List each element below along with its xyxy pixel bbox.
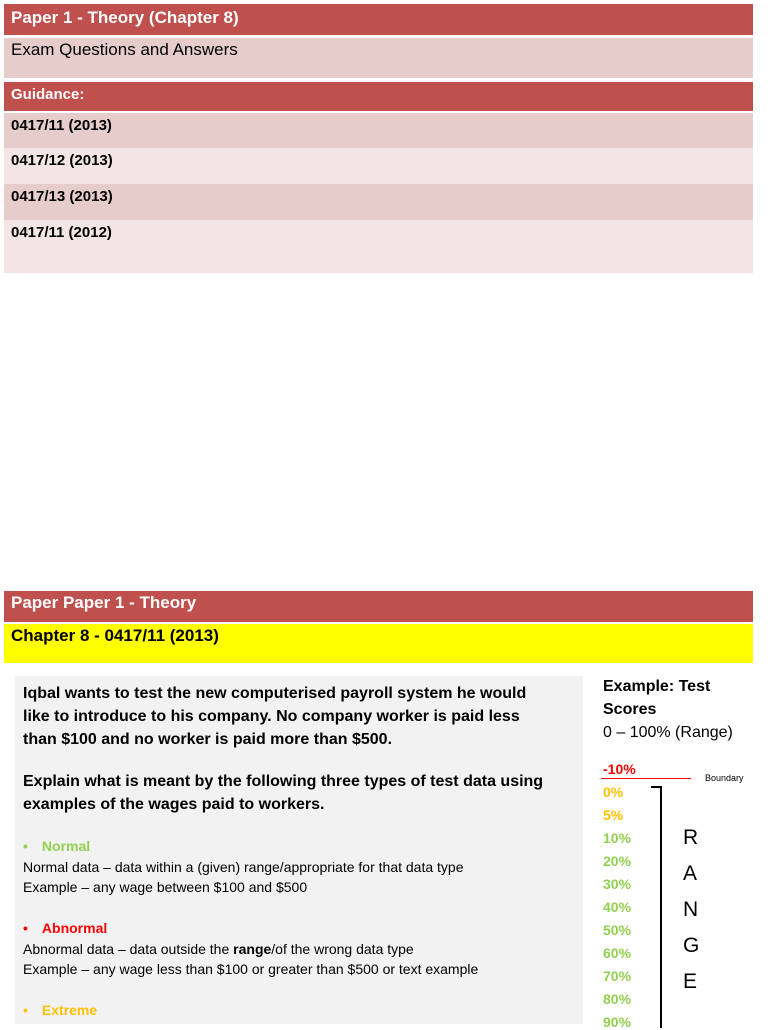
abnormal-definition — [23, 941, 414, 957]
guidance-header: Guidance: — [4, 82, 753, 111]
value-10: 10% — [603, 830, 632, 846]
extreme-label: Extreme — [41, 1002, 98, 1018]
range-bracket — [651, 786, 662, 1028]
value-80: 80% — [603, 991, 632, 1007]
abnormal-def-bold: range — [233, 941, 272, 957]
value-50: 50% — [603, 922, 632, 938]
value-70: 70% — [603, 968, 632, 984]
question-line-1: Iqbal wants to test the new computerised payroll system he would — [23, 685, 527, 702]
value-neg10: -10% — [603, 761, 636, 777]
question-line-2: like to introduce to his company. No company worker is paid less — [23, 708, 520, 725]
example-title-1: Example: Test — [603, 678, 711, 695]
value-30: 30% — [603, 876, 632, 892]
abnormal-label: Abnormal — [41, 920, 108, 936]
exam-row-4: 0417/11 (2012) — [4, 220, 753, 273]
exam-row-1: 0417/11 (2013) — [4, 113, 753, 148]
boundary-label: Boundary — [705, 773, 744, 783]
range-letter-r: R — [683, 826, 699, 849]
bullet-dot: • — [23, 920, 28, 936]
example-title-2: Scores — [603, 701, 657, 718]
abnormal-heading — [23, 920, 107, 936]
question-line-5: examples of the wages paid to workers. — [23, 796, 325, 813]
boundary-line — [601, 778, 691, 779]
normal-heading — [23, 838, 90, 854]
exam-row-2: 0417/12 (2013) — [4, 148, 753, 184]
exam-row-3: 0417/13 (2013) — [4, 184, 753, 220]
value-60: 60% — [603, 945, 632, 961]
abnormal-def-part2: /of the wrong data type — [271, 941, 414, 957]
value-40: 40% — [603, 899, 632, 915]
value-90: 90% — [603, 1014, 632, 1030]
normal-example: Example – any wage between $100 and $500 — [23, 879, 308, 895]
chapter-banner: Chapter 8 - 0417/11 (2013) — [4, 624, 753, 663]
slide1-title-bar: Paper 1 - Theory (Chapter 8) — [4, 4, 753, 35]
range-letter-g: G — [683, 934, 700, 957]
value-20: 20% — [603, 853, 632, 869]
slide2-title-bar: Paper Paper 1 - Theory — [4, 591, 753, 622]
bullet-dot: • — [23, 1002, 28, 1018]
range-letter-n: N — [683, 898, 699, 921]
range-letter-a: A — [683, 862, 698, 885]
question-line-3: than $100 and no worker is paid more than $500. — [23, 731, 393, 748]
slide1-subtitle-row: Exam Questions and Answers — [4, 38, 753, 78]
value-5: 5% — [603, 807, 624, 823]
normal-definition: Normal data – data within a (given) range/appropriate for that data type — [23, 859, 464, 875]
range-letter-e: E — [683, 970, 698, 993]
example-range-text: 0 – 100% (Range) — [603, 724, 733, 741]
question-line-4: Explain what is meant by the following three types of test data using — [23, 773, 544, 790]
abnormal-example: Example – any wage less than $100 or greater than $500 or text example — [23, 961, 479, 977]
abnormal-def-part1: Abnormal data – data outside the — [23, 941, 234, 957]
extreme-heading — [23, 1002, 97, 1018]
bullet-dot: • — [23, 838, 28, 854]
value-0: 0% — [603, 784, 624, 800]
normal-label: Normal — [41, 838, 91, 854]
